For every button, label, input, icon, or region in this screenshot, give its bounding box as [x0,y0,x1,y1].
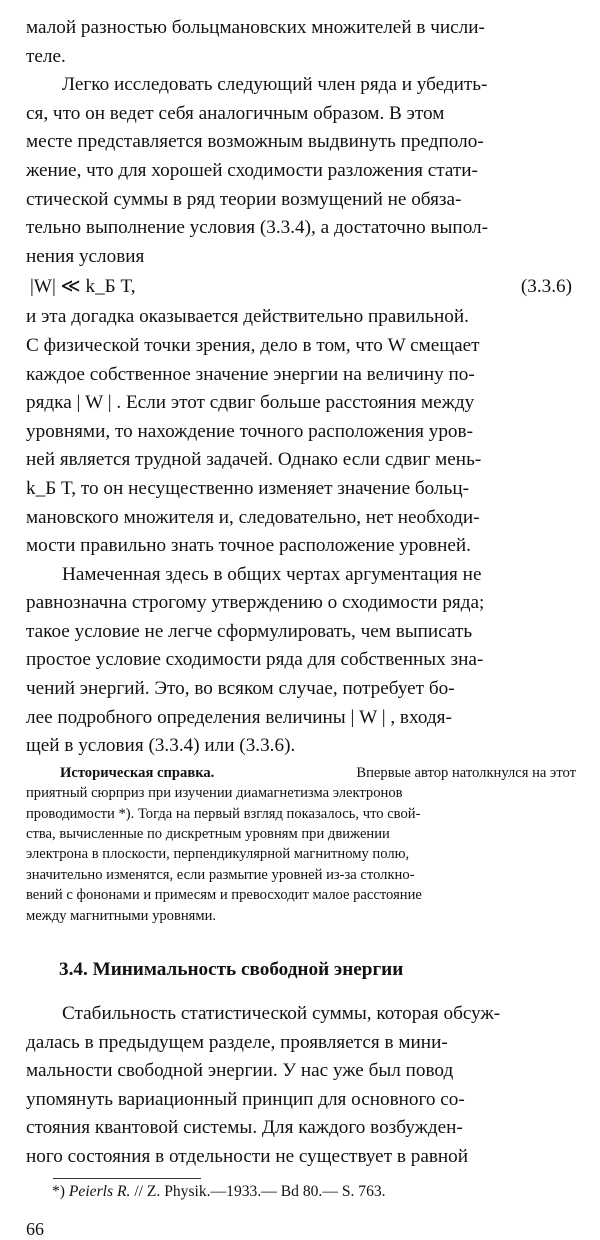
text-line: малой разностью больцмановских множителей в числи- [26,17,485,38]
text-line: мановского множителя и, следовательно, нет необходи- [26,506,480,528]
text-line: ного состояния в отдельности не существует в равной [26,1145,469,1167]
text-line: ней является трудной задачей. Однако если сдвиг мень- [26,449,482,471]
text-line: С физической точки зрения, дело в том, что W смещает [26,334,480,356]
equation-3-3-6 [26,271,576,303]
section-heading: 3.4. Минимальность свободной энергии [59,958,404,980]
text-line: ся, что он ведет себя аналогичным образом. В этом [26,102,445,124]
footnote [26,1179,576,1205]
text-line: такое условие не легче сформулировать, чем выписать [26,620,473,642]
text-line: нения условия [26,245,145,267]
text-line: тельно выполнение условия (3.3.4), а достаточно выпол- [26,217,488,239]
paragraph-3 [26,561,576,761]
page-number: 66 [26,1218,44,1239]
text-line: уровнями, то нахождение точного расположения уров- [26,420,473,442]
text-line: стической суммы в ряд теории возмущений не обяза- [26,188,462,210]
text-line: щей в условия (3.3.4) или (3.3.6). [26,735,296,757]
text-line: равнозначна строгому утверждению о сходимости ряда; [26,592,485,614]
text-line: мальности свободной энергии. У нас уже был повод [26,1060,454,1082]
text-line: месте представляется возможным выдвинуть предполо- [26,131,484,153]
note-line: электрона в плоскости, перпендикулярной магнитному полю, [26,846,410,863]
text-line: k_Б T, то он несущественно изменяет значение больц- [26,477,469,499]
footnote-author: Peierls R. [68,1182,131,1200]
footnote-text: // Z. Physik.—1933.— Bd 80.— S. 763. [134,1182,386,1200]
note-line: значительно изменятся, если размытие уровней из-за столкно- [26,866,415,883]
text-line: Легко исследовать следующий член ряда и убедить- [62,74,488,96]
text-line: мости правильно знать точное расположение уровней. [26,535,471,557]
text-line: жение, что для хорошей сходимости разложения стати- [26,159,478,181]
text-line: лее подробного определения величины | W | , входя- [26,706,452,728]
note-text: Впервые автор натолкнулся на этот [356,764,576,781]
equation-formula: |W| ≪ k_Б T, [30,276,136,298]
historical-note [26,763,576,926]
text-line: упомянуть вариационный принцип для основного со- [26,1088,465,1110]
text-line: чений энергий. Это, во всяком случае, потребует бо- [26,678,455,700]
book-page [26,14,576,1240]
text-line: простое условие сходимости ряда для собственных зна- [26,649,484,671]
note-line: между магнитными уровнями. [26,907,217,924]
text-line: Намеченная здесь в общих чертах аргументация не [62,563,482,585]
note-line [26,763,576,783]
text-line: и эта догадка оказывается действительно правильной. [26,306,469,328]
text-line: далась в предыдущем разделе, проявляется в мини- [26,1031,448,1053]
text-line: теле. [26,45,66,67]
text-line: рядка | W | . Если этот сдвиг больше расстояния между [26,392,475,414]
paragraph-2 [26,303,576,560]
note-line: приятный сюрприз при изучении диамагнетизма электронов [26,785,403,802]
continuation-text [26,14,576,71]
equation-number: (3.3.6) [520,276,572,298]
footnote-marker: *) [52,1182,65,1200]
text-line: Стабильность статистической суммы, которая обсуж- [62,1002,501,1024]
text-line: каждое собственное значение энергии на величину по- [26,363,475,385]
paragraph-1 [26,71,576,271]
paragraph-4 [26,1000,576,1172]
note-line: проводимости *). Тогда на первый взгляд показалось, что свой- [26,805,421,822]
text-line: стояния квантовой системы. Для каждого возбужден- [26,1117,463,1139]
historical-note-label: Историческая справка. [60,764,215,781]
note-line: вений с фононами и примесям и превосходит малое расстояние [26,887,422,904]
note-line: ства, вычисленные по дискретным уровням при движении [26,826,390,843]
